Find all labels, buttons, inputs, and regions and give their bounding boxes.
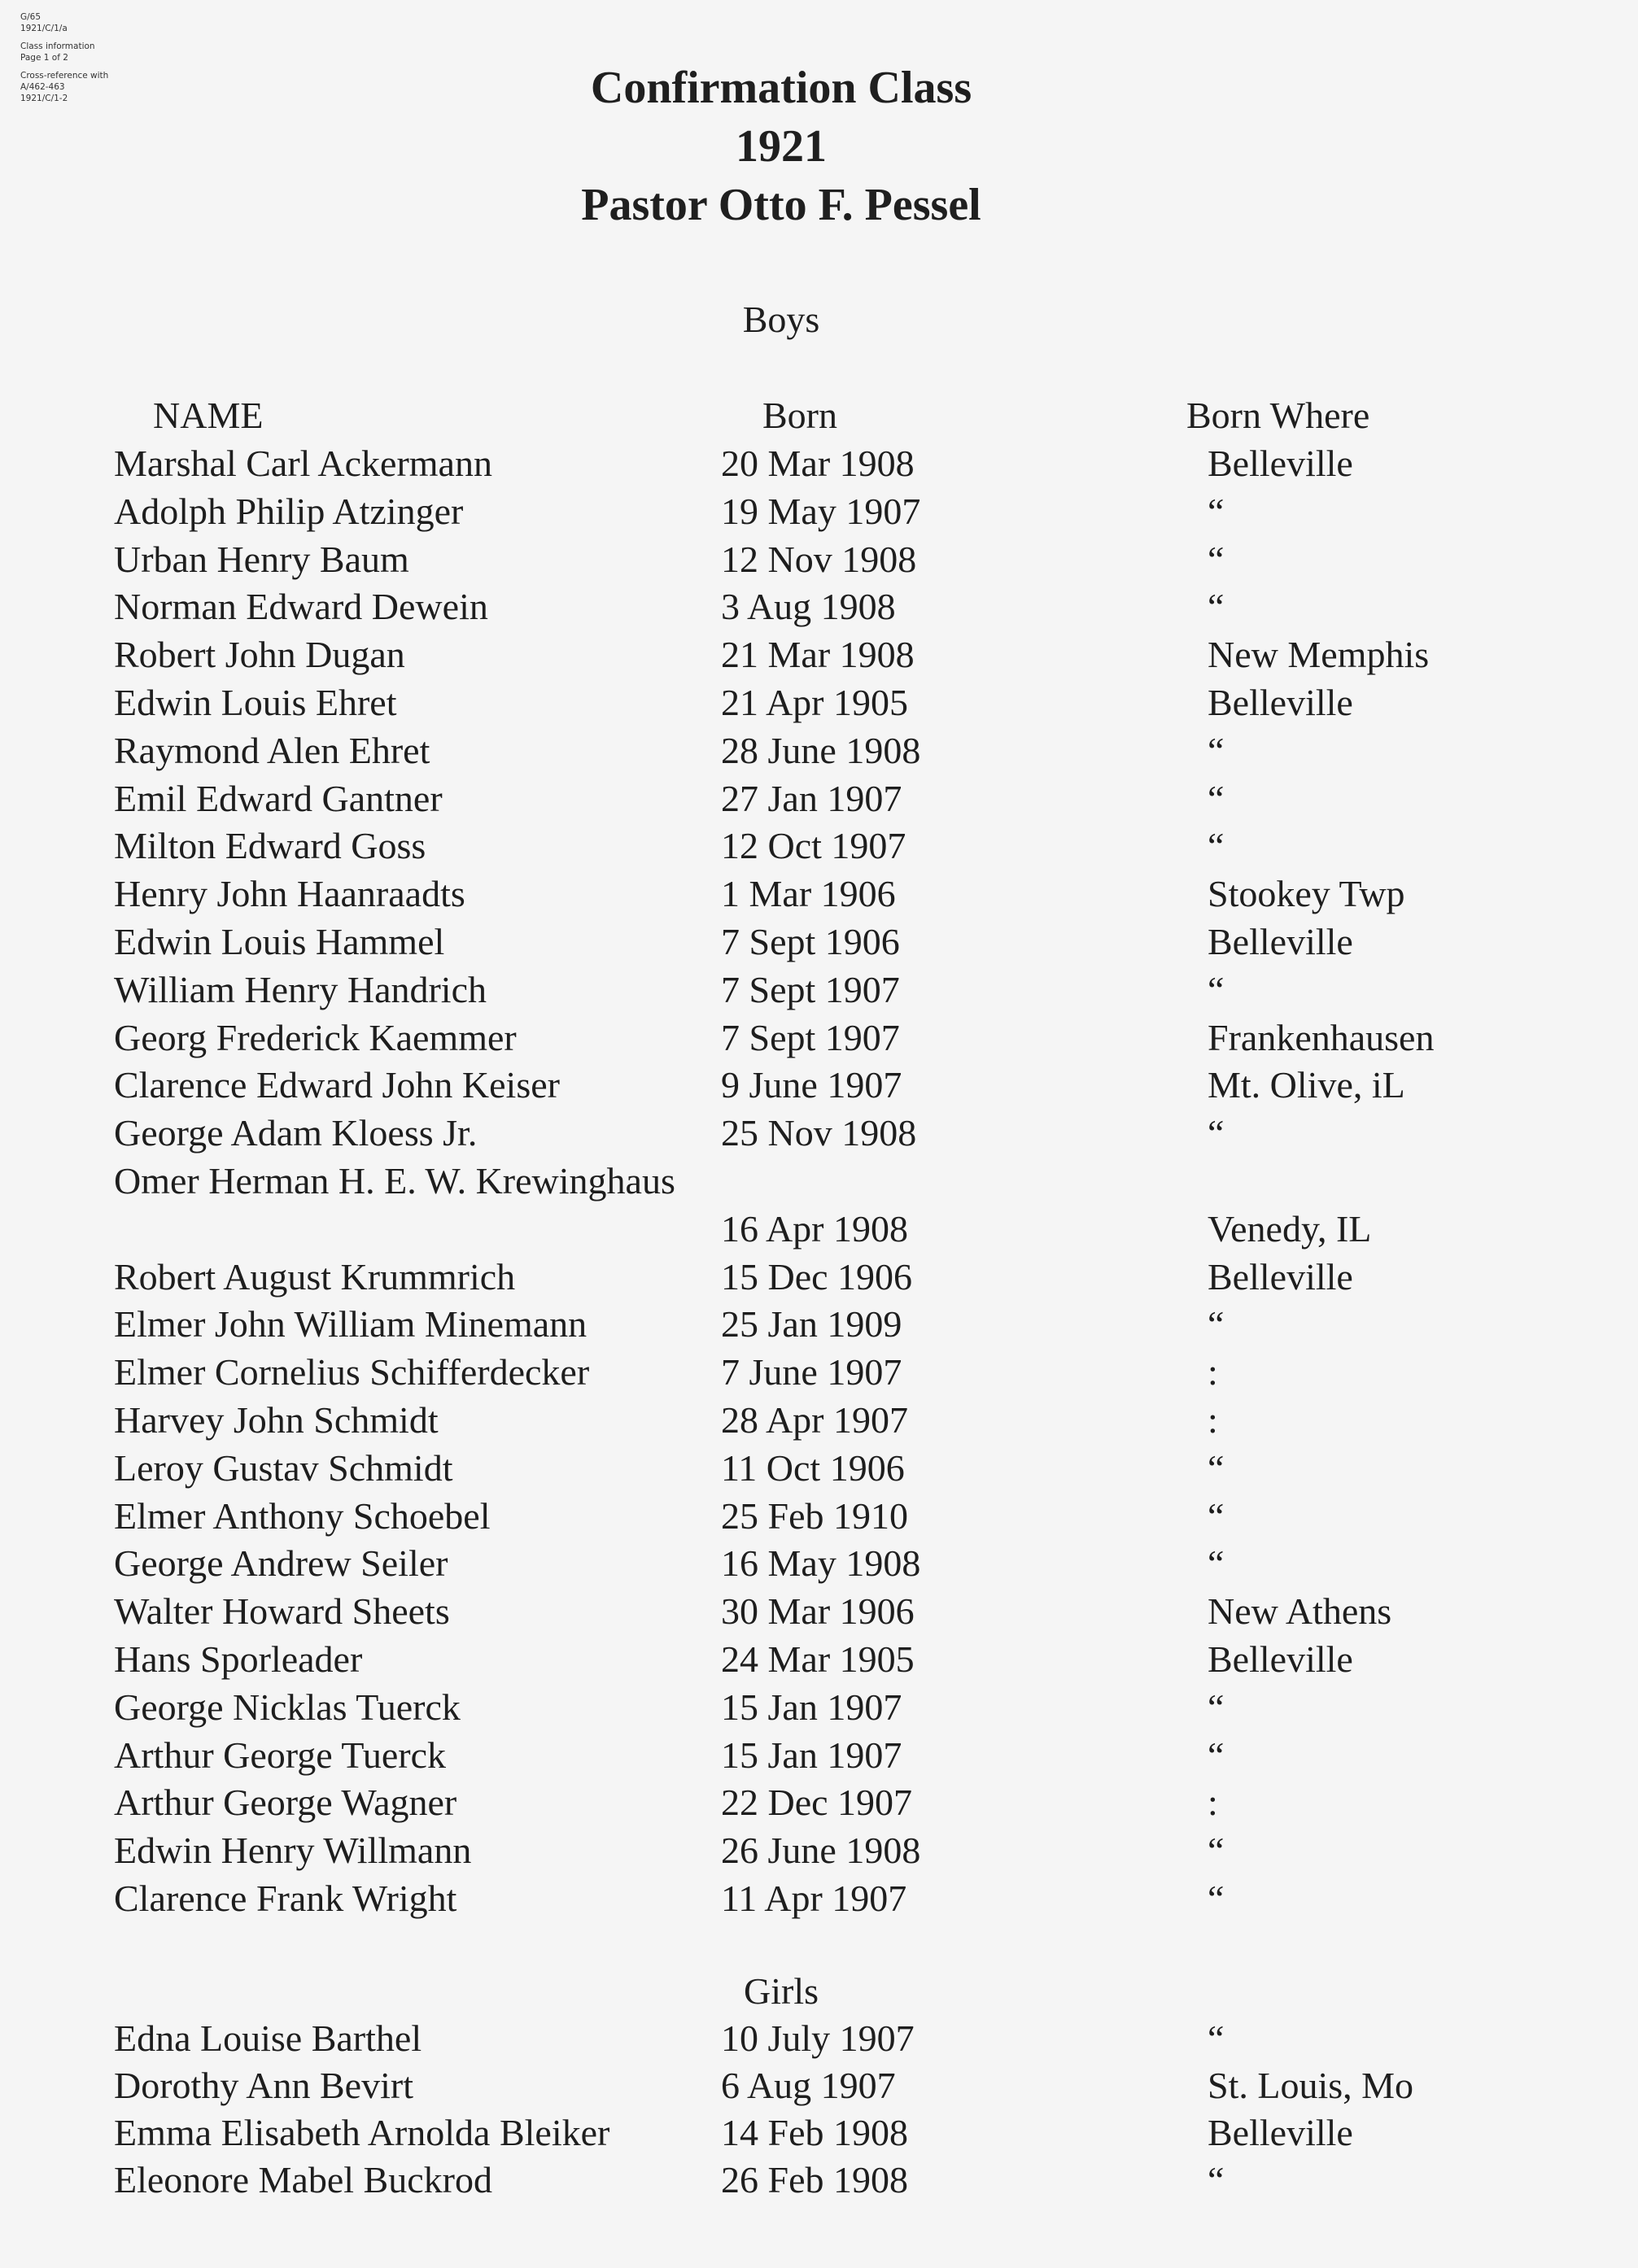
title-line-2: 1921 (736, 121, 827, 172)
birth-date: 12 Oct 1907 (721, 825, 906, 867)
student-name: Clarence Edward John Keiser (114, 1064, 560, 1106)
birth-place: Stookey Twp (1208, 873, 1405, 915)
birth-date: 1 Mar 1906 (721, 873, 896, 915)
girls-heading: Girls (744, 1970, 819, 2012)
document-title (0, 59, 1562, 234)
birth-place: Belleville (1208, 921, 1353, 962)
birth-date: 9 June 1907 (721, 1064, 902, 1106)
birth-date: 26 Feb 1908 (721, 2159, 908, 2200)
student-name: Milton Edward Goss (114, 825, 426, 867)
student-name: Emil Edward Gantner (114, 777, 443, 819)
title-line-3: Pastor Otto F. Pessel (581, 180, 981, 230)
student-name: Edwin Louis Hammel (114, 921, 445, 962)
birth-date: 7 Sept 1906 (721, 921, 900, 962)
birth-place: “ (1208, 729, 1225, 771)
header-name: NAME (153, 395, 264, 436)
birth-place: St. Louis, Mo (1208, 2065, 1414, 2106)
birth-place: : (1208, 1351, 1218, 1394)
birth-date: 14 Feb 1908 (721, 2112, 908, 2153)
student-name: Marshal Carl Ackermann (114, 443, 492, 484)
birth-date: 21 Mar 1908 (721, 634, 915, 676)
birth-place: Belleville (1208, 443, 1353, 484)
birth-date: 15 Dec 1906 (721, 1255, 913, 1298)
student-name: Norman Edward Dewein (114, 586, 488, 628)
birth-date: 26 June 1908 (721, 1830, 921, 1872)
title-line-1: Confirmation Class (590, 63, 972, 113)
birth-place: Mt. Olive, iL (1208, 1064, 1405, 1106)
birth-date: 11 Oct 1906 (721, 1446, 905, 1489)
student-name: Emma Elisabeth Arnolda Bleiker (114, 2112, 610, 2153)
student-name: Raymond Alen Ehret (114, 729, 430, 771)
birth-date: 16 Apr 1908 (721, 1207, 908, 1250)
student-name: Georg Frederick Kaemmer (114, 1016, 517, 1058)
student-name: Arthur George Wagner (114, 1782, 457, 1824)
birth-date: 15 Jan 1907 (721, 1734, 902, 1776)
student-name: Arthur George Tuerck (114, 1734, 446, 1776)
boys-heading: Boys (742, 299, 820, 340)
birth-date: 28 June 1908 (721, 729, 921, 771)
student-name: Eleonore Mabel Buckrod (114, 2159, 492, 2200)
birth-place: Belleville (1208, 1255, 1353, 1298)
birth-place: “ (1208, 1878, 1225, 1919)
student-name: Clarence Frank Wright (114, 1878, 457, 1919)
student-name: Edwin Louis Ehret (114, 682, 397, 723)
student-name: Walter Howard Sheets (114, 1590, 450, 1633)
birth-date: 7 Sept 1907 (721, 968, 900, 1010)
birth-place: “ (1208, 586, 1225, 628)
birth-place: Belleville (1208, 2112, 1353, 2153)
birth-date: 28 Apr 1907 (721, 1399, 908, 1441)
student-name: George Adam Kloess Jr. (114, 1112, 478, 1154)
ref-line: Page 1 of 2 (20, 53, 68, 63)
birth-place: “ (1208, 2159, 1225, 2200)
birth-date: 27 Jan 1907 (721, 777, 902, 819)
birth-date: 12 Nov 1908 (721, 538, 917, 580)
birth-place: New Memphis (1208, 634, 1430, 676)
header-born: Born (762, 395, 837, 436)
birth-date: 11 Apr 1907 (721, 1878, 907, 1919)
ref-line: A/462-463 (20, 82, 65, 92)
birth-place: “ (1208, 1112, 1225, 1154)
birth-date: 24 Mar 1905 (721, 1638, 915, 1680)
birth-date: 16 May 1908 (721, 1542, 921, 1585)
birth-date: 20 Mar 1908 (721, 443, 915, 484)
ref-line: G/65 (20, 12, 41, 22)
header-born-where: Born Where (1186, 395, 1370, 436)
student-name: George Nicklas Tuerck (114, 1686, 461, 1728)
student-name: Hans Sporleader (114, 1638, 363, 1680)
student-name: Elmer Cornelius Schifferdecker (114, 1351, 590, 1394)
ref-line: 1921/C/1-2 (20, 94, 68, 103)
birth-place: “ (1208, 1734, 1225, 1776)
student-name: Edna Louise Barthel (114, 2017, 422, 2059)
ref-line: Class information (20, 41, 95, 51)
birth-date: 7 Sept 1907 (721, 1016, 900, 1058)
birth-place: Venedy, IL (1208, 1207, 1372, 1250)
student-name: Dorothy Ann Bevirt (114, 2065, 413, 2106)
birth-place: : (1208, 1782, 1218, 1824)
student-name: Adolph Philip Atzinger (114, 490, 464, 532)
birth-date: 25 Feb 1910 (721, 1494, 908, 1537)
birth-place: Belleville (1208, 682, 1353, 723)
student-name: William Henry Handrich (114, 968, 487, 1010)
student-name: George Andrew Seiler (114, 1542, 448, 1585)
birth-place: “ (1208, 968, 1225, 1010)
birth-date: 25 Nov 1908 (721, 1112, 917, 1154)
student-name: Urban Henry Baum (114, 538, 409, 580)
birth-place: “ (1208, 777, 1225, 819)
ref-line: 1921/C/1/a (20, 24, 68, 33)
birth-date: 25 Jan 1909 (721, 1303, 902, 1346)
birth-date: 7 June 1907 (721, 1351, 902, 1394)
birth-place: “ (1208, 1303, 1225, 1346)
birth-date: 21 Apr 1905 (721, 682, 908, 723)
birth-place: “ (1208, 490, 1225, 532)
birth-date: 15 Jan 1907 (721, 1686, 902, 1728)
birth-date: 22 Dec 1907 (721, 1782, 913, 1824)
student-name: Omer Herman H. E. W. Krewinghaus (114, 1160, 675, 1202)
student-name: Harvey John Schmidt (114, 1399, 439, 1441)
birth-place: “ (1208, 1686, 1225, 1728)
birth-date: 10 July 1907 (721, 2017, 915, 2059)
birth-place: “ (1208, 2017, 1225, 2059)
birth-place: “ (1208, 1494, 1225, 1537)
birth-place: Belleville (1208, 1638, 1353, 1680)
student-name: Robert John Dugan (114, 634, 405, 676)
birth-date: 6 Aug 1907 (721, 2065, 896, 2106)
birth-date: 19 May 1907 (721, 490, 921, 532)
birth-place: “ (1208, 1830, 1225, 1872)
birth-place: New Athens (1208, 1590, 1392, 1633)
birth-date: 3 Aug 1908 (721, 586, 896, 628)
birth-place: “ (1208, 538, 1225, 580)
birth-date: 30 Mar 1906 (721, 1590, 915, 1633)
ref-line: Cross-reference with (20, 71, 109, 81)
student-name: Edwin Henry Willmann (114, 1830, 472, 1872)
birth-place: : (1208, 1399, 1218, 1441)
student-name: Elmer John William Minemann (114, 1303, 587, 1346)
student-name: Robert August Krummrich (114, 1255, 516, 1298)
student-name: Leroy Gustav Schmidt (114, 1446, 453, 1489)
student-name: Elmer Anthony Schoebel (114, 1494, 491, 1537)
birth-place: “ (1208, 1446, 1225, 1489)
birth-place: “ (1208, 1542, 1225, 1585)
birth-place: “ (1208, 825, 1225, 867)
birth-place: Frankenhausen (1208, 1016, 1435, 1058)
student-name: Henry John Haanraadts (114, 873, 465, 915)
